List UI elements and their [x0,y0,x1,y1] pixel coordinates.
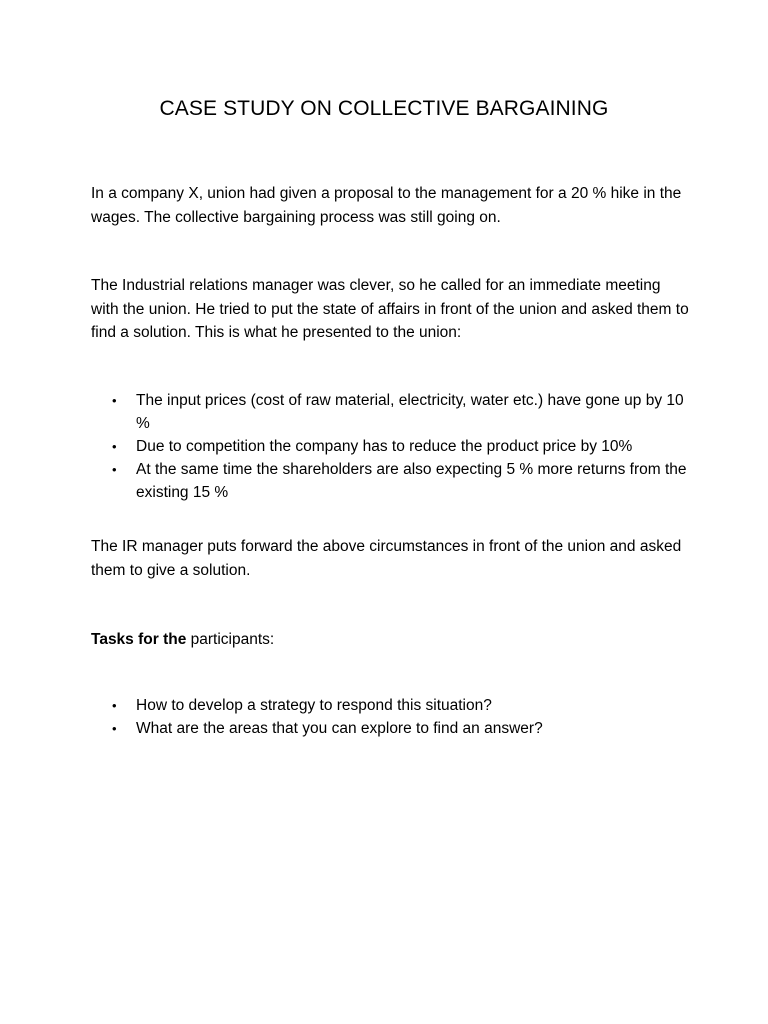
list-item-text: Due to competition the company has to reduce the product price by 10% [136,438,633,455]
list-item-text: At the same time the shareholders are also expecting 5 % more returns from the existing 15 % [136,461,687,501]
document-title: CASE STUDY ON COLLECTIVE BARGAINING [159,97,609,120]
bullet-icon: • [112,439,117,454]
tasks-heading-rest: participants: [186,631,275,648]
bullet-icon: • [112,393,117,408]
intro-paragraph: In a company X, union had given a proposal to the management for a 20 % hike in the wages. The collective bargaining process was still going on. [91,185,682,226]
list-item-text: What are the areas that you can explore to find an answer? [136,720,543,737]
circumstances-list [91,389,691,504]
list-item [91,458,691,504]
list-item [91,389,691,435]
bullet-icon: • [112,462,117,477]
bullet-icon: • [112,721,117,736]
list-item-text: How to develop a strategy to respond this situation? [136,697,492,714]
list-item [91,435,691,458]
manager-paragraph: The Industrial relations manager was clever, so he called for an immediate meeting with the union. He tried to put the state of affairs in front of the union and asked them to find a solution. This is what he presented to the union: [91,277,689,341]
list-item [91,717,691,740]
list-item [91,694,691,717]
tasks-heading-bold: Tasks for the [91,631,187,648]
bullet-icon: • [112,698,117,713]
tasks-heading [91,628,274,652]
tasks-list [91,694,691,740]
list-item-text: The input prices (cost of raw material, electricity, water etc.) have gone up by 10 % [136,392,684,432]
ir-manager-paragraph: The IR manager puts forward the above circumstances in front of the union and asked them to give a solution. [91,538,682,579]
